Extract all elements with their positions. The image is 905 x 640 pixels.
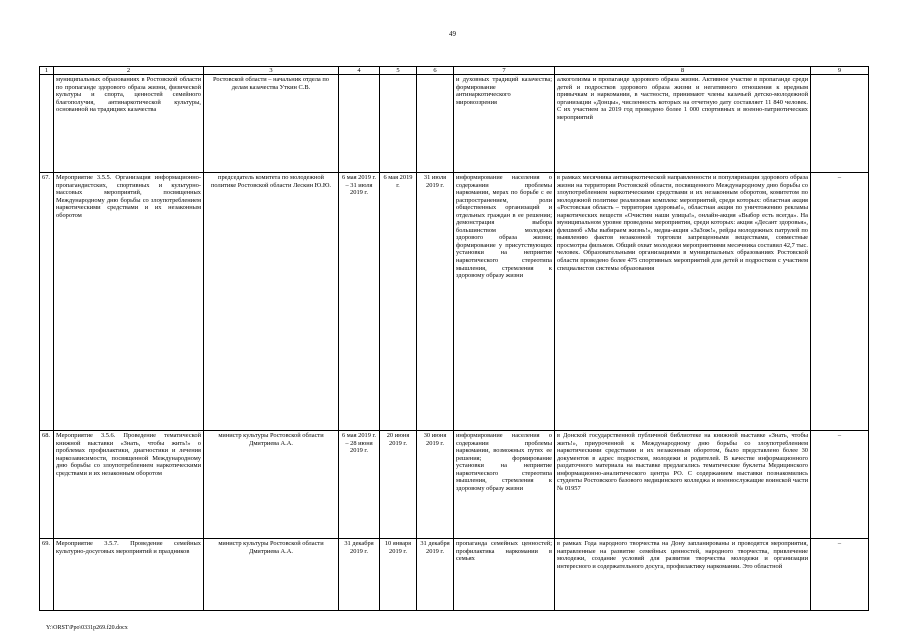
- plan-end-date-cell: [380, 75, 417, 173]
- row-number-cell: 68.: [40, 431, 54, 539]
- row-number-cell: 67.: [40, 173, 54, 431]
- responsible-cell: министр культуры Ростовской области Дмитриева А.А.: [204, 431, 339, 539]
- measure-cell: муниципальных образованиях в Ростовской области по пропаганде здорового образа жизни, физической культуры и спорта, ценностей семейного благополучия, антинаркотической культуры, основанной на традициях казачества: [54, 75, 204, 173]
- measure-cell: Мероприятие 3.5.6. Проведение тематической книжной выставки «Знать, чтобы жить!» о проблемах профилактики, диагностики и лечения наркозависимости, посвященной Международному дню борьбы со злоупотреблением наркотическими средствами и их незаконным оборотом: [54, 431, 204, 539]
- start-date-cell: 6 мая 2019 г. – 28 июня 2019 г.: [339, 431, 380, 539]
- table-row: [40, 539, 869, 611]
- report-table: [39, 66, 869, 611]
- row-number-cell: [40, 75, 54, 173]
- measure-cell: Мероприятие 3.5.5. Организация информационно-пропагандистских, спортивных и культурно-массовых мероприятий, посвященных Международному дню борьбы со злоупотреблением наркотическими средствами и их незаконным оборотом: [54, 173, 204, 431]
- column-number: 4: [339, 67, 380, 75]
- fact-end-date-cell: [417, 75, 454, 173]
- start-date-cell: 31 декабря 2019 г.: [339, 539, 380, 611]
- achieved-result-cell: в Донской государственной публичной библиотеке на книжной выставке «Знать, чтобы жить!», приуроченной к Международному дню борьбы со злоупотреблением наркотическими средствами и их незаконным оборотом, было представлено более 30 документов в адрес подростков, молодежи и родителей. В качестве информационного раздаточного материала на выставке предлагались тематические буклеты Медицинского информационно-аналитического центра РО. С содержанием выставки познакомились студенты Ростовского базового медицинского колледжа и военнослужащие воинской части № 01957: [555, 431, 811, 539]
- planned-result-cell: пропаганда семейных ценностей; профилактика наркомании в семьях: [454, 539, 555, 611]
- column-number: 2: [54, 67, 204, 75]
- column-number: 9: [811, 67, 869, 75]
- start-date-cell: 6 мая 2019 г. – 31 июля 2019 г.: [339, 173, 380, 431]
- table-row: [40, 431, 869, 539]
- achieved-result-cell: в рамках месячника антинаркотической направленности и популяризации здорового образа жизни на территории Ростовской области, посвященного Международному дню борьбы со злоупотреблением наркотическими средствами и их незаконным оборотом, комитетом по молодежной политике реализован комплекс мероприятий, среди которых: областная акция «Ростовская область – территория здоровья!», областная акция по уничтожению рекламы наркотических веществ «Очистим наши улицы!», онлайн-акция «Выбор есть всегда». На муниципальном уровне проведены мероприятия, среди которых: акция «Десант здоровья», флешмоб «Мы выбираем жизнь!», медиа-акция «ЗаЗож!», рейды молодежных патрулей по выявлению фактов незаконной торговли запрещенными веществами, совместные просмотры фильмов. Общий охват молодежи мероприятиями месячника составил 42,7 тыс. человек. Образовательными организациями в муниципальных образованиях Ростовской области проведено более 475 спортивных мероприятий для детей и подростков с участием специалистов системы образования: [555, 173, 811, 431]
- problems-cell: –: [811, 539, 869, 611]
- planned-result-cell: информирование населения о содержании проблемы наркомании, мерах по борьбе с ее распространением, роли общественных организаций и отдельных граждан в ее решении; демонстрация выбора большинством молодежи здорового образа жизни; формирование у присутствующих установки на неприятие наркотического стереотипа мышления, стремления к здоровому образу жизни: [454, 173, 555, 431]
- footer-file-path: Y:\ORST\Ppo\0331p269.f20.docx: [46, 625, 128, 631]
- achieved-result-cell: в рамках Года народного творчества на Дону запланированы и проводятся мероприятия, направленные на развитие семейных ценностей, народного творчества, привлечение молодежи, создание условий для развития творчества молодежи и организации интересного и содержательного досуга, профилактику наркомании. Это областной: [555, 539, 811, 611]
- plan-end-date-cell: 6 мая 2019 г.: [380, 173, 417, 431]
- fact-end-date-cell: 31 декабря 2019 г.: [417, 539, 454, 611]
- measure-cell: Мероприятие 3.5.7. Проведение семейных культурно-досуговых мероприятий и праздников: [54, 539, 204, 611]
- responsible-cell: Ростовской области – начальник отдела по делам казачества Уткин С.В.: [204, 75, 339, 173]
- column-number: 8: [555, 67, 811, 75]
- problems-cell: [811, 75, 869, 173]
- row-number-cell: 69.: [40, 539, 54, 611]
- fact-end-date-cell: 31 июля 2019 г.: [417, 173, 454, 431]
- page-number: 49: [449, 30, 456, 38]
- fact-end-date-cell: 30 июня 2019 г.: [417, 431, 454, 539]
- column-number: 6: [417, 67, 454, 75]
- responsible-cell: министр культуры Ростовской области Дмитриева А.А.: [204, 539, 339, 611]
- responsible-cell: председатель комитета по молодежной политике Ростовской области Лескин Ю.Ю.: [204, 173, 339, 431]
- start-date-cell: [339, 75, 380, 173]
- column-number: 5: [380, 67, 417, 75]
- planned-result-cell: и духовных традиций казачества; формирование антинаркотического мировоззрения: [454, 75, 555, 173]
- planned-result-cell: информирование населения о содержании проблемы наркомании, возможных путях ее решения; формирование установки на неприятие наркотического стереотипа мышления, стремления к здоровому образу жизни: [454, 431, 555, 539]
- plan-end-date-cell: 20 июня 2019 г.: [380, 431, 417, 539]
- table-row-continued: [40, 75, 869, 173]
- column-number: 1: [40, 67, 54, 75]
- column-number: 7: [454, 67, 555, 75]
- table-row: [40, 173, 869, 431]
- problems-cell: –: [811, 431, 869, 539]
- problems-cell: –: [811, 173, 869, 431]
- column-number: 3: [204, 67, 339, 75]
- achieved-result-cell: алкоголизма и пропаганде здорового образа жизни. Активное участие в пропаганде среди детей и подростков здорового образа жизни и негативного отношения к вредным привычкам и наркомании, в частности, принимают члены казачьей детско-молодежной организации «Донцы», численность которых на отчетную дату составляет 11 840 человек. С их участием за 2019 год проведено более 1 000 спортивных и военно-патриотических мероприятий: [555, 75, 811, 173]
- column-number-row: [40, 67, 869, 75]
- plan-end-date-cell: 10 января 2019 г.: [380, 539, 417, 611]
